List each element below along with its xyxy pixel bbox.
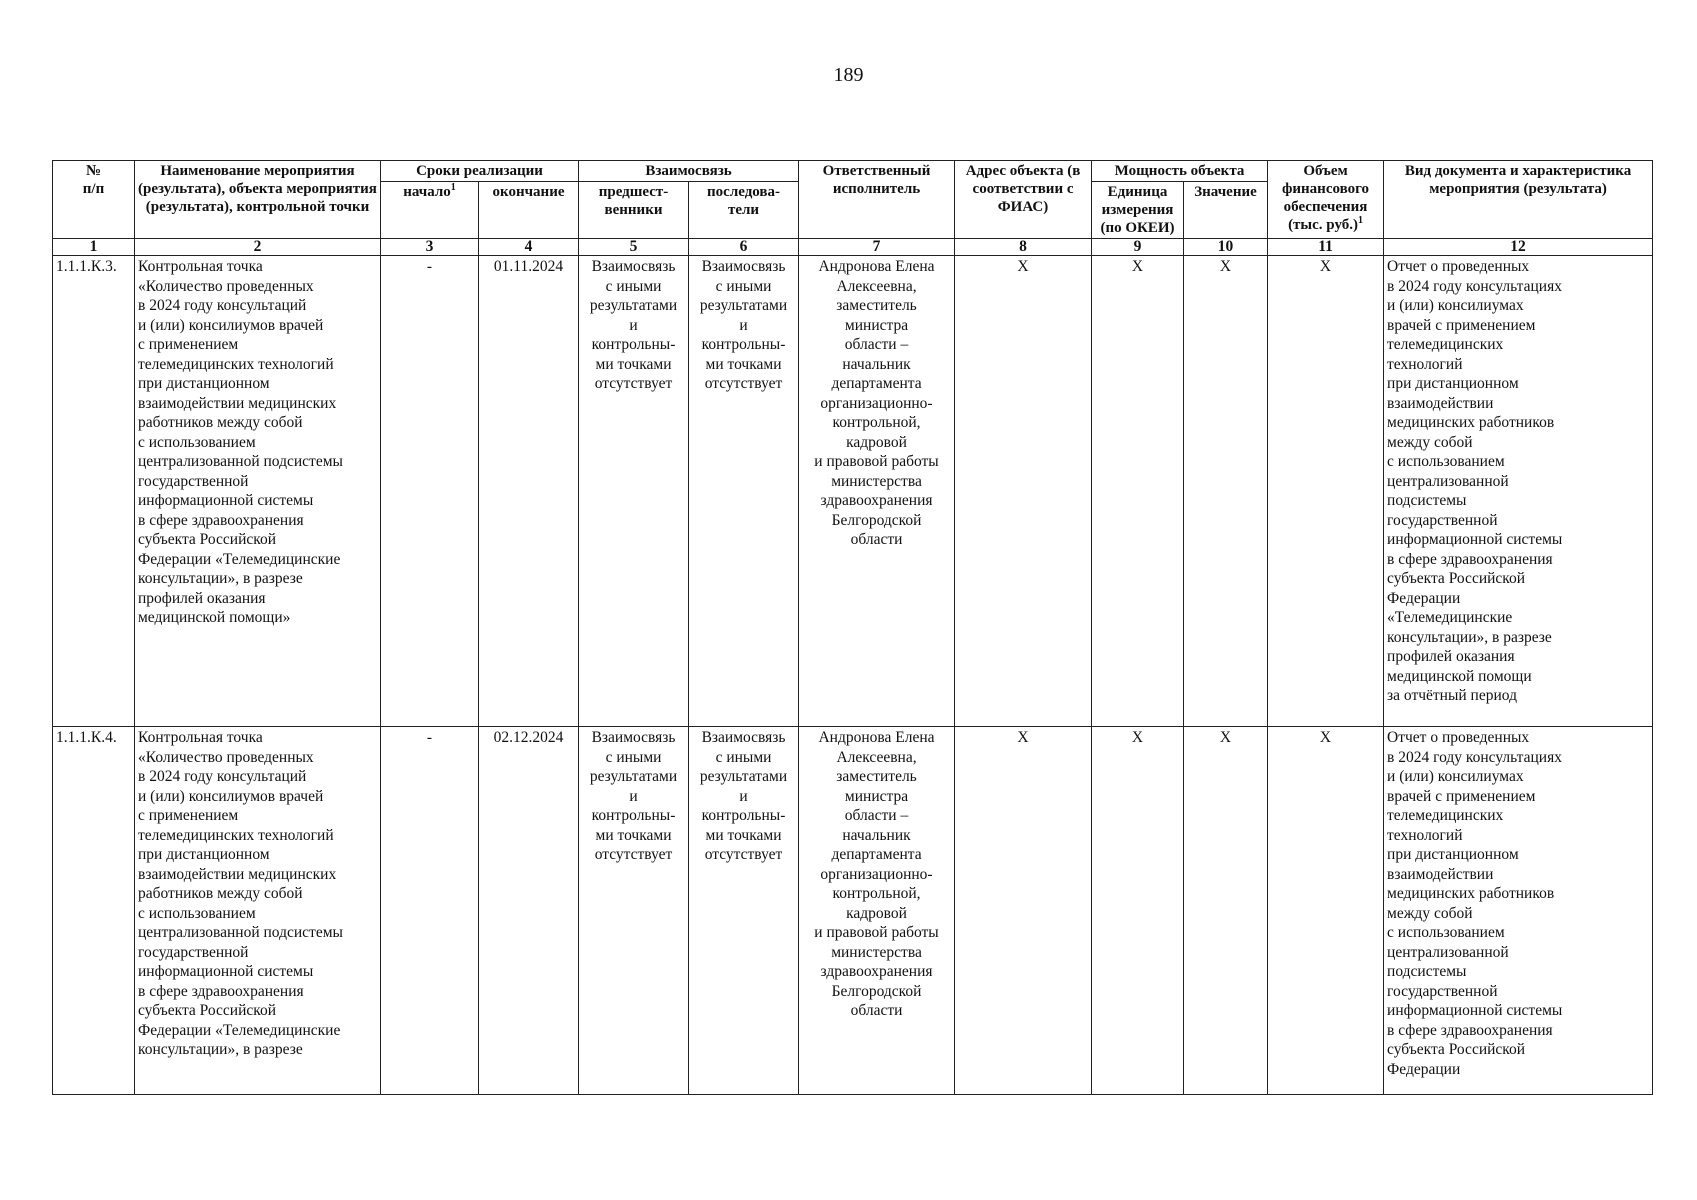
header-finance-footnote: 1 — [1358, 215, 1363, 226]
row-start: - — [381, 256, 479, 727]
row-number: 1.1.1.К.3. — [53, 256, 135, 727]
column-number: 9 — [1092, 239, 1184, 256]
table-row — [53, 727, 1653, 1095]
header-successors: последова- тели — [689, 182, 799, 239]
column-number: 1 — [53, 239, 135, 256]
header-capacity: Мощность объекта — [1092, 161, 1268, 182]
row-responsible: Андронова Елена Алексеевна, заместитель министра области – начальник департамента организационно- контрольной, кадровой и правовой работы министерства здравоохранения Белгородской области — [799, 727, 955, 1095]
header-start — [381, 182, 479, 239]
header-row-1 — [53, 161, 1653, 182]
header-finance — [1268, 161, 1384, 239]
row-value: X — [1184, 727, 1268, 1095]
row-successors: Взаимосвязь с иными результатами и контрольны- ми точками отсутствует — [689, 256, 799, 727]
column-numbers-row — [53, 239, 1653, 256]
row-name: Контрольная точка «Количество проведенных в 2024 году консультаций и (или) консилиумов врачей с применением телемедицинских технологий при дистанционном взаимодействии медицинских работников между собой с использованием централизованной подсистемы государственной информационной системы в сфере здравоохранения субъекта Российской Федерации «Телемедицинские консультации», в разрезе — [135, 727, 381, 1095]
header-value: Значение — [1184, 182, 1268, 239]
column-number: 6 — [689, 239, 799, 256]
header-start-footnote: 1 — [450, 182, 456, 193]
column-number: 8 — [955, 239, 1092, 256]
page-number: 189 — [833, 64, 864, 86]
header-address: Адрес объекта (в соответствии с ФИАС) — [955, 161, 1092, 239]
row-end: 01.11.2024 — [479, 256, 579, 727]
row-doc: Отчет о проведенных в 2024 году консультациях и (или) консилиумах врачей с применением телемедицинских технологий при дистанционном взаимодействии медицинских работников между собой с использованием централизованной подсистемы государственной информационной системы в сфере здравоохранения субъекта Российской Федерации — [1384, 727, 1653, 1095]
row-predecessors: Взаимосвязь с иными результатами и контрольны- ми точками отсутствует — [579, 256, 689, 727]
plan-table — [52, 160, 1653, 1095]
header-start-text: начало — [403, 184, 451, 200]
row-number: 1.1.1.К.4. — [53, 727, 135, 1095]
row-unit: X — [1092, 727, 1184, 1095]
row-successors: Взаимосвязь с иными результатами и контрольны- ми точками отсутствует — [689, 727, 799, 1095]
header-relation: Взаимосвязь — [579, 161, 799, 182]
header-num: № п/п — [53, 161, 135, 239]
header-responsible: Ответственный исполнитель — [799, 161, 955, 239]
column-number: 5 — [579, 239, 689, 256]
column-number: 7 — [799, 239, 955, 256]
header-end: окончание — [479, 182, 579, 239]
row-predecessors: Взаимосвязь с иными результатами и контрольны- ми точками отсутствует — [579, 727, 689, 1095]
header-terms: Сроки реализации — [381, 161, 579, 182]
column-number: 12 — [1384, 239, 1653, 256]
column-number: 2 — [135, 239, 381, 256]
row-address: X — [955, 727, 1092, 1095]
row-unit: X — [1092, 256, 1184, 727]
row-address: X — [955, 256, 1092, 727]
row-end: 02.12.2024 — [479, 727, 579, 1095]
row-finance: X — [1268, 256, 1384, 727]
header-doc: Вид документа и характеристика мероприятия (результата) — [1384, 161, 1653, 239]
row-name: Контрольная точка «Количество проведенных в 2024 году консультаций и (или) консилиумов врачей с применением телемедицинских технологий при дистанционном взаимодействии медицинских работников между собой с использованием централизованной подсистемы государственной информационной системы в сфере здравоохранения субъекта Российской Федерации «Телемедицинские консультации», в разрезе профилей оказания медицинской помощи» — [135, 256, 381, 727]
row-doc: Отчет о проведенных в 2024 году консультациях и (или) консилиумах врачей с применением телемедицинских технологий при дистанционном взаимодействии медицинских работников между собой с использованием централизованной подсистемы государственной информационной системы в сфере здравоохранения субъекта Российской Федерации «Телемедицинские консультации», в разрезе профилей оказания медицинской помощи за отчётный период — [1384, 256, 1653, 727]
table-row — [53, 256, 1653, 727]
row-responsible: Андронова Елена Алексеевна, заместитель министра области – начальник департамента организационно- контрольной, кадровой и правовой работы министерства здравоохранения Белгородской области — [799, 256, 955, 727]
column-number: 11 — [1268, 239, 1384, 256]
header-finance-text: Объем финансового обеспечения (тыс. руб.) — [1282, 163, 1370, 233]
column-number: 3 — [381, 239, 479, 256]
header-predecessors: предшест- венники — [579, 182, 689, 239]
row-value: X — [1184, 256, 1268, 727]
column-number: 10 — [1184, 239, 1268, 256]
row-start: - — [381, 727, 479, 1095]
header-name: Наименование мероприятия (результата), объекта мероприятия (результата), контрольной точки — [135, 161, 381, 239]
header-unit: Единица измерения (по ОКЕИ) — [1092, 182, 1184, 239]
row-finance: X — [1268, 727, 1384, 1095]
column-number: 4 — [479, 239, 579, 256]
